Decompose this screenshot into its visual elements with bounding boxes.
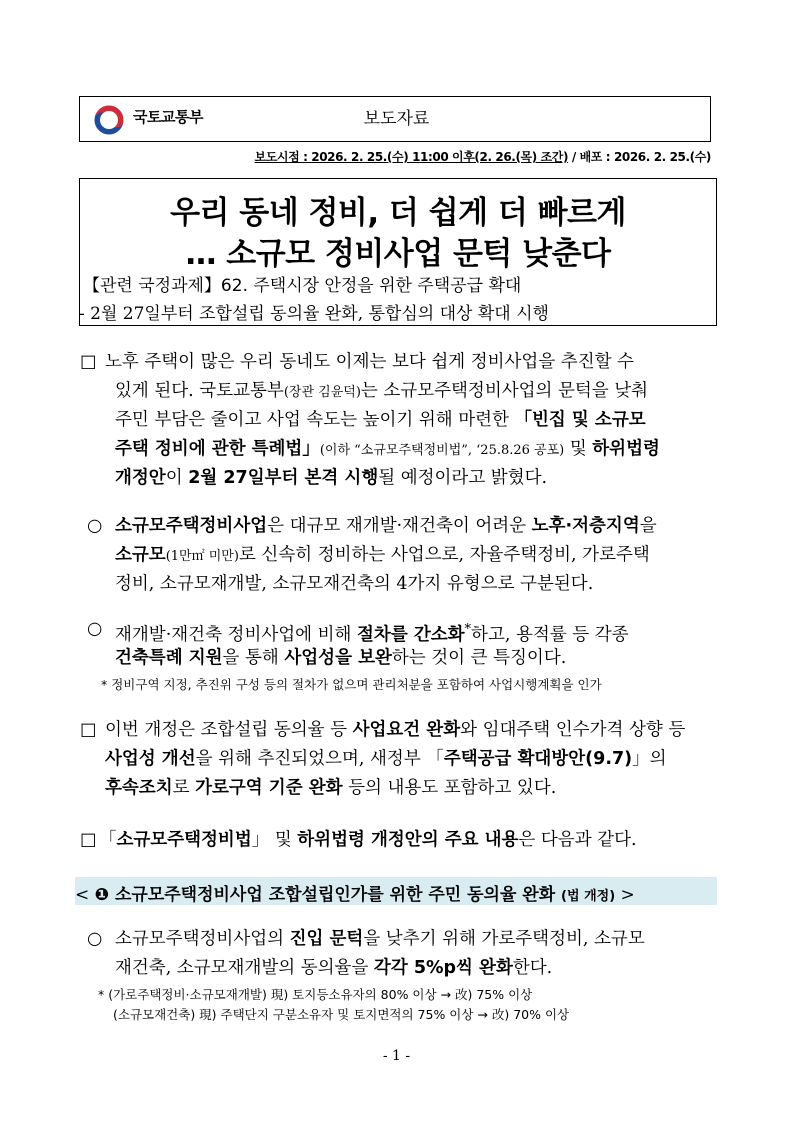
p2-text: 은 대규모 재개발·재건축이 어려운: [267, 516, 532, 536]
p4-emphasis: 후속조치: [105, 778, 173, 798]
bullet-circle: ○: [87, 516, 103, 536]
p1-emphasis: 개정안: [115, 468, 166, 488]
p1-text: 는 소규모주택정비사업의 문턱을 낮춰: [360, 381, 649, 401]
p1-law-name: 「빈집 및 소규모: [514, 410, 646, 430]
p3-text: 재개발·재건축 정비사업에 비해: [115, 624, 358, 645]
section-tag: (법 개정): [561, 889, 616, 904]
p1-line-3: [115, 406, 646, 435]
p2-line-3: 정비, 소규모재개발, 소규모재건축의 4가지 유형으로 구분된다.: [115, 574, 594, 594]
p6-footnote-1: * (가로주택정비·소규모재개발) 現) 토지등소유자의 80% 이상 → 改) 75% 이상: [98, 987, 533, 1002]
p3-emphasis: 건축특례 지원: [115, 648, 223, 668]
p5-emphasis: 하위법령 개정안의 주요 내용: [297, 830, 519, 850]
p1-emphasis: 하위법령: [592, 439, 660, 459]
p4-emphasis: 가로구역 기준 완화: [195, 778, 343, 798]
footnote-marker: *: [464, 622, 472, 637]
p6-line-1: [115, 925, 645, 954]
p3-emphasis: 절차를 간소화: [357, 624, 465, 645]
bullet-square: □: [80, 830, 97, 850]
section-bracket: >: [615, 885, 635, 905]
p6-footnote-2: (소규모재건축) 現) 주택단지 구분소유자 및 토지면적의 75% 이상 → 改) 70% 이상: [113, 1007, 570, 1022]
p4-line-3: [105, 774, 556, 803]
document-type: 보도자료: [363, 109, 430, 129]
p5-line: [99, 826, 637, 855]
p5-emphasis: 소규모주택정비법: [116, 830, 252, 850]
p6-text: 재건축, 소규모재개발의 동의율을: [115, 958, 374, 978]
p3-line-2: [115, 644, 566, 673]
p1-text: 될 예정이라고 밝혔다.: [378, 468, 548, 488]
p3-text: 하는 것이 큰 특징이다.: [391, 648, 567, 668]
embargo-line: [255, 148, 711, 165]
section-bracket: <: [75, 885, 95, 905]
p3-emphasis: 사업성을 보완: [284, 648, 392, 668]
p2-line-2: [115, 541, 650, 571]
p1-line-5: [115, 464, 547, 493]
p4-text: 와 임대주택 인수가격 상향 등: [460, 720, 686, 740]
p1-minister-note: (장관 김윤덕): [283, 385, 361, 400]
p1-text: 및: [564, 439, 593, 459]
headline-line-1: 우리 동네 정비, 더 쉽게 더 빠르게: [170, 195, 626, 231]
p4-text: 」의: [632, 749, 667, 769]
p2-emphasis: 소규모: [115, 545, 166, 565]
p1-text: 있게 된다. 국토교통부: [115, 381, 284, 401]
p2-text: 로 신속히 정비하는 사업으로, 자율주택정비, 가로주택: [238, 545, 650, 565]
embargo-time: 보도시점 : 2026. 2. 25.(수) 11:00 이후(2. 26.(목) 조간): [254, 150, 569, 164]
p6-text: 소규모주택정비사업의: [115, 929, 290, 949]
p5-text: 「: [99, 830, 117, 850]
subtitle: - 2월 27일부터 조합설립 동의율 완화, 통합심의 대상 확대 시행: [79, 304, 549, 324]
p1-line-1: 노후 주택이 많은 우리 동네도 이제는 보다 쉽게 정비사업을 추진할 수: [105, 352, 634, 372]
p1-law-name: 주택 정비에 관한 특례법」: [115, 439, 320, 459]
p5-text: 」 및: [251, 830, 298, 850]
bullet-circle: ○: [87, 619, 103, 639]
p4-emphasis: 주택공급 확대방안(9.7): [443, 749, 633, 769]
p4-emphasis: 사업요건 완화: [352, 720, 461, 740]
p6-text: 한다.: [512, 958, 553, 978]
p6-text: 을 낮추기 위해 가로주택정비, 소규모: [363, 929, 645, 949]
p1-emphasis: 2월 27일부터 본격 시행: [188, 468, 379, 488]
p3-text: 을 통해: [222, 648, 285, 668]
p4-emphasis: 사업성 개선: [105, 749, 196, 769]
bullet-square: □: [80, 720, 97, 740]
p2-line-1: [115, 512, 657, 541]
related-policy-task: 【관련 국정과제】62. 주택시장 안정을 위한 주택공급 확대: [83, 276, 522, 296]
p4-text: 이번 개정은 조합설립 동의율 등: [105, 720, 353, 740]
p2-text: 을: [639, 516, 657, 536]
ministry-name: 국토교통부: [133, 108, 203, 126]
p4-line-1: [105, 716, 685, 745]
p5-text: 은 다음과 같다.: [518, 830, 637, 850]
p6-line-2: [115, 954, 552, 983]
p6-emphasis: 각각 5%p씩 완화: [373, 958, 513, 978]
p4-text: 을 위해 추진되었으며, 새정부 「: [195, 749, 444, 769]
section-heading-1: [75, 880, 635, 905]
p3-footnote: * 정비구역 지정, 추진위 구성 등의 절차가 없으며 관리처분을 포함하여 사업시행계획을 인가: [101, 677, 602, 692]
distribution-date: / 배포 : 2026. 2. 25.(수): [568, 150, 711, 164]
bullet-square: □: [80, 352, 97, 372]
p1-line-4: [115, 435, 660, 465]
p1-line-2: [115, 377, 648, 407]
p1-law-note: (이하 “소규모주택정비법”, ‘25.8.26 공포): [319, 443, 565, 458]
bullet-circle: ○: [87, 929, 103, 949]
p4-text: 등의 내용도 포함하고 있다.: [342, 778, 557, 798]
p2-emphasis: 소규모주택정비사업: [115, 516, 268, 536]
headline-line-2: … 소규모 정비사업 문턱 낮춘다: [185, 236, 611, 272]
section-number: ❶: [94, 885, 110, 905]
p1-text: 주민 부담은 줄이고 사업 속도는 높이기 위해 마련한: [115, 410, 515, 430]
p4-line-2: [105, 745, 667, 774]
p6-emphasis: 진입 문턱: [289, 929, 364, 949]
p2-area-note: (1만㎡ 미만): [165, 549, 239, 564]
section-title: 소규모주택정비사업 조합설립인가를 위한 주민 동의율 완화: [109, 885, 562, 905]
p3-text: 하고, 용적률 등 각종: [471, 624, 629, 645]
p1-text: 이: [165, 468, 189, 488]
page-number: - 1 -: [382, 1048, 411, 1064]
p2-emphasis: 노후·저층지역: [531, 516, 640, 536]
p4-text: 로: [172, 778, 196, 798]
